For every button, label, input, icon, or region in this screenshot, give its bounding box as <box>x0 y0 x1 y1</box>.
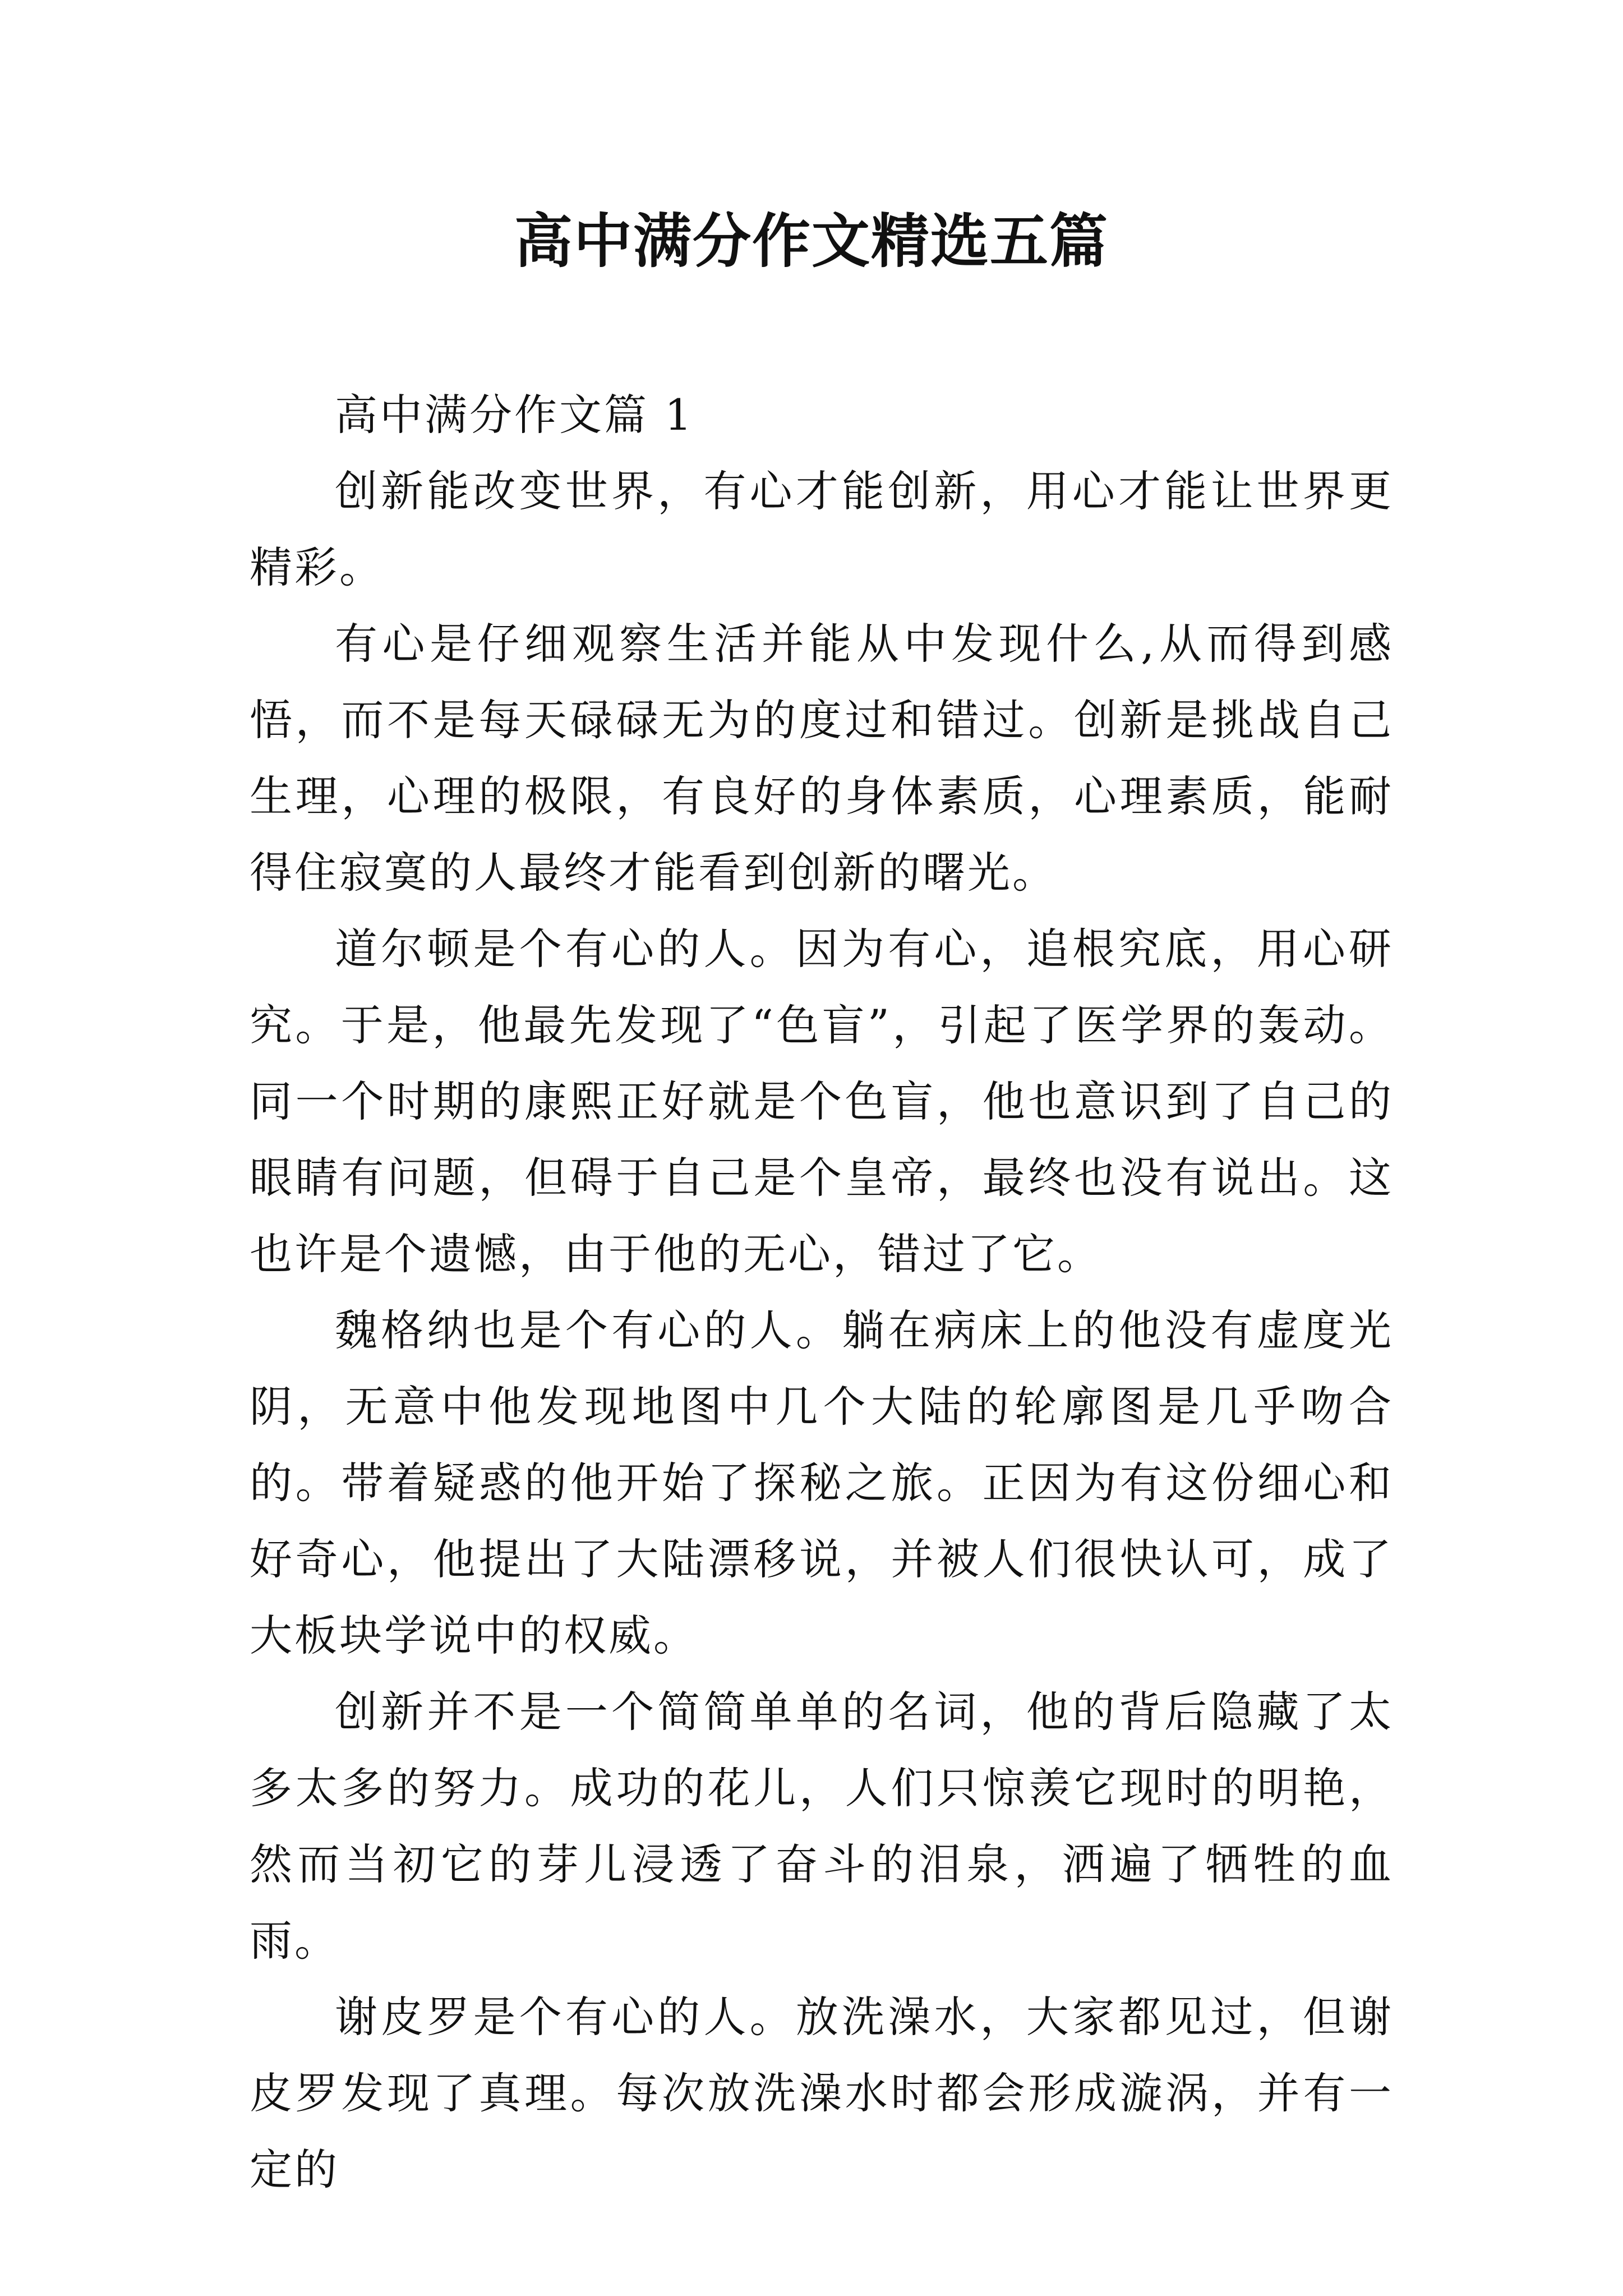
paragraph: 创新并不是一个简简单单的名词，他的背后隐藏了太多太多的努力。成功的花儿，人们只惊羡它现时的明艳，然而当初它的芽儿浸透了奋斗的泪泉，洒遍了牺牲的血雨。 <box>250 1687 1394 1966</box>
section-heading: 高中满分作文篇 1 <box>335 390 694 440</box>
paragraph: 谢皮罗是个有心的人。放洗澡水，大家都见过，但谢皮罗发现了真理。每次放洗澡水时都会形成漩涡，并有一定的 <box>250 1992 1394 2194</box>
document-title: 高中满分作文精选五篇 <box>514 206 1109 275</box>
paragraph: 道尔顿是个有心的人。因为有心，追根究底，用心研究。于是，他最先发现了“色盲”，引起了医学界的轰动。同一个时期的康熙正好就是个色盲，他也意识到了自己的眼睛有问题，但碍于自己是个皇帝，最终也没有说出。这也许是个遗憾，由于他的无心，错过了它。 <box>250 924 1394 1279</box>
paragraph: 创新能改变世界，有心才能创新，用心才能让世界更精彩。 <box>250 466 1394 592</box>
paragraph: 有心是仔细观察生活并能从中发现什么,从而得到感悟，而不是每天碌碌无为的度过和错过。创新是挑战自己生理，心理的极限，有良好的身体素质，心理素质，能耐得住寂寞的人最终才能看到创新的曙光。 <box>250 619 1394 898</box>
paragraph: 魏格纳也是个有心的人。躺在病床上的他没有虚度光阴，无意中他发现地图中几个大陆的轮廓图是几乎吻合的。带着疑惑的他开始了探秘之旅。正因为有这份细心和好奇心，他提出了大陆漂移说，并被人们很快认可，成了大板块学说中的权威。 <box>250 1305 1394 1660</box>
document-body <box>250 377 1394 2208</box>
